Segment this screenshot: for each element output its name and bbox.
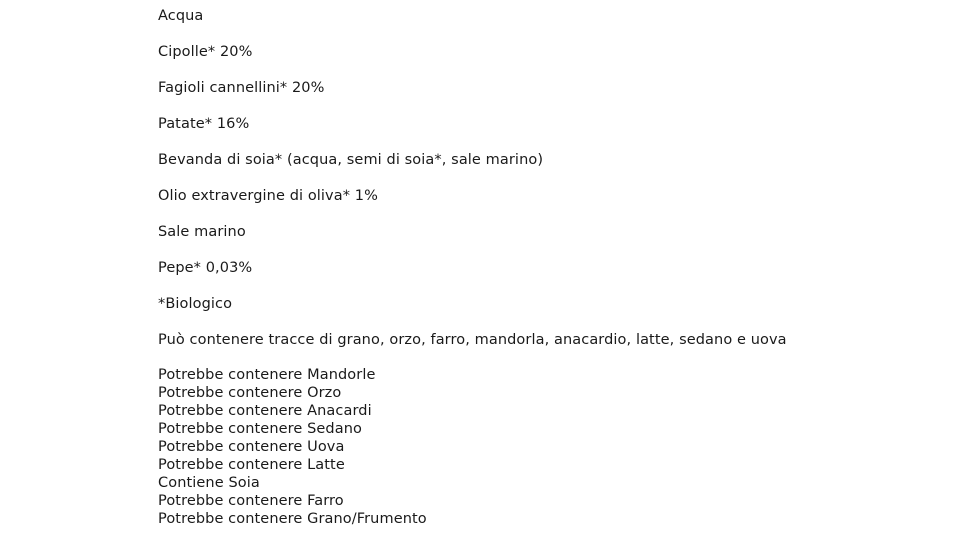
allergen-item: Potrebbe contenere Orzo <box>158 385 342 401</box>
ingredient-line: Pepe* 0,03% <box>158 260 253 276</box>
ingredient-line: Patate* 16% <box>158 116 250 132</box>
allergen-item: Potrebbe contenere Anacardi <box>158 403 372 419</box>
traces-note: Può contenere tracce di grano, orzo, farro, mandorla, anacardio, latte, sedano e uova <box>158 332 787 348</box>
organic-note: *Biologico <box>158 296 233 312</box>
allergen-item: Contiene Soia <box>158 475 260 491</box>
allergen-item: Potrebbe contenere Farro <box>158 493 344 509</box>
allergen-item: Potrebbe contenere Uova <box>158 439 345 455</box>
ingredient-line: Sale marino <box>158 224 246 240</box>
ingredient-line: Bevanda di soia* (acqua, semi di soia*, sale marino) <box>158 152 544 168</box>
allergen-item: Potrebbe contenere Latte <box>158 457 345 473</box>
allergen-list <box>158 366 427 528</box>
allergen-item: Potrebbe contenere Sedano <box>158 421 362 437</box>
ingredient-line: Olio extravergine di oliva* 1% <box>158 188 378 204</box>
allergen-item: Potrebbe contenere Grano/Frumento <box>158 511 427 527</box>
ingredient-line: Cipolle* 20% <box>158 44 253 60</box>
allergen-item: Potrebbe contenere Mandorle <box>158 367 376 383</box>
ingredient-line: Acqua <box>158 8 204 24</box>
ingredient-line: Fagioli cannellini* 20% <box>158 80 325 96</box>
